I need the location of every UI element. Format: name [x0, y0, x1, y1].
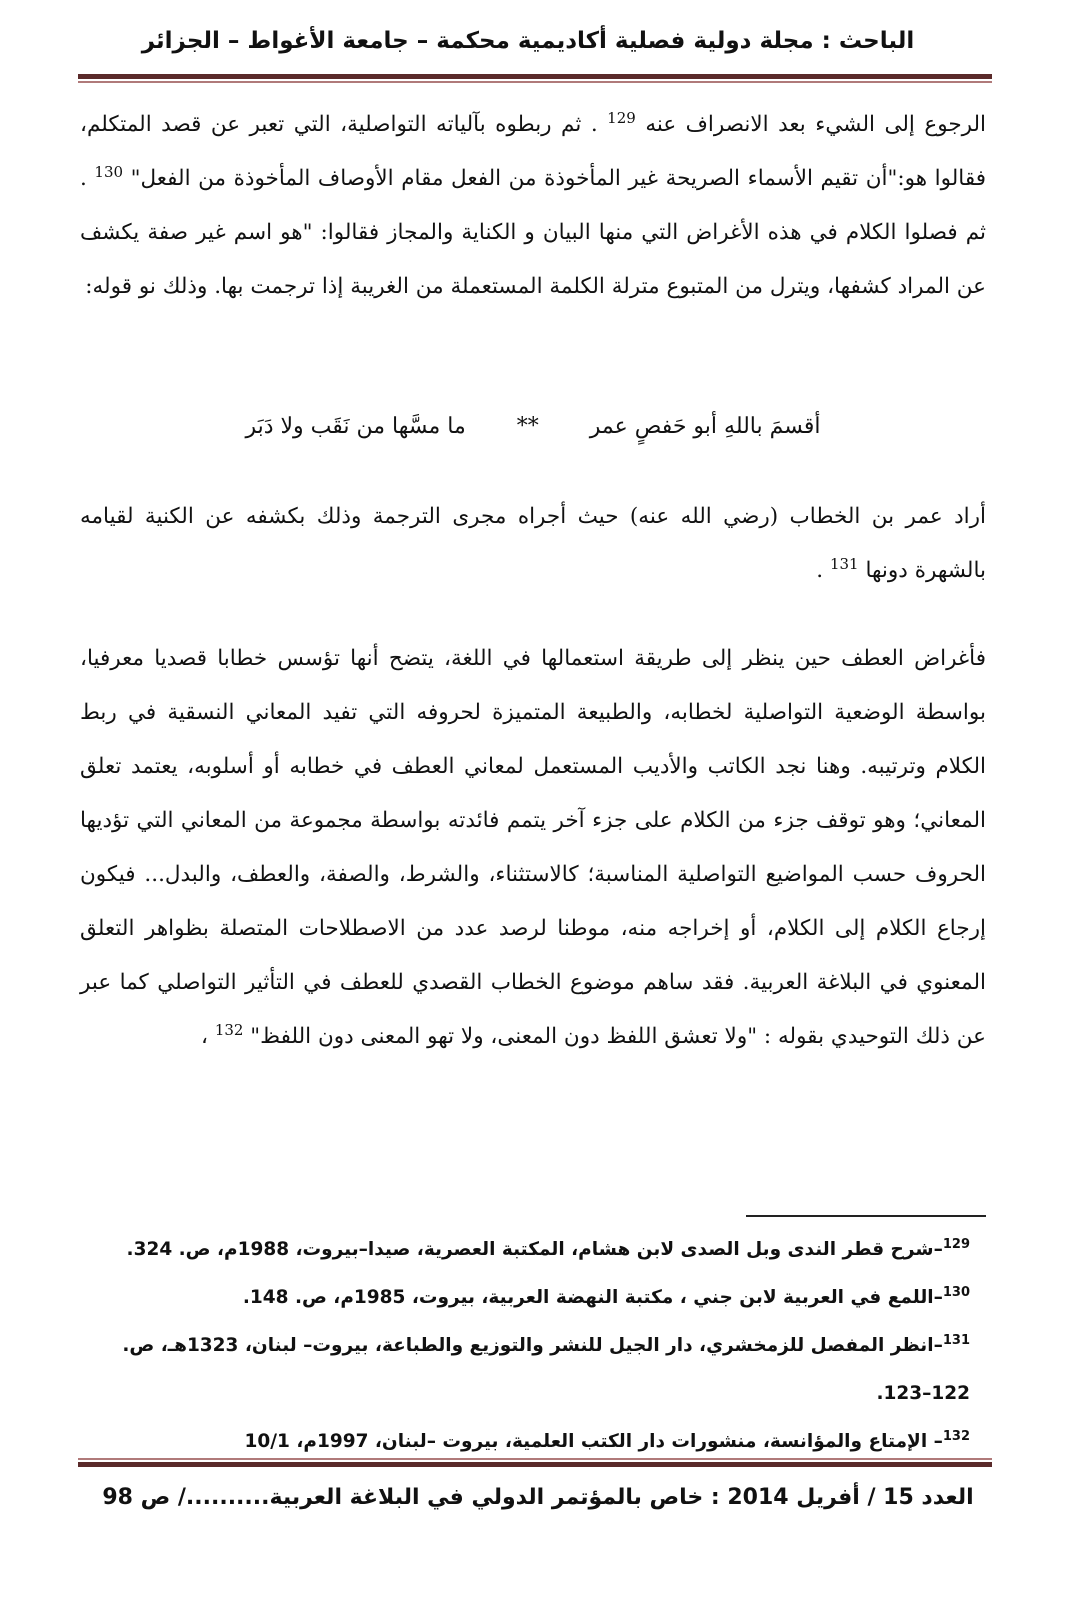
footnote-ref-129[interactable]: 129 — [607, 108, 636, 127]
footnotes-list — [100, 1226, 970, 1466]
paragraph-1-part-b: . ثم ربطوه بآلياته التواصلية، التي تعبر عن قصد المتكلم، فقالوا هو:"أن تقيم الأسماء الصريحة غير المأخوذة من الفعل مقام الأوصاف المأخوذة من الفعل" — [80, 112, 986, 191]
footnote-text: – الإمتاع والمؤانسة، منشورات دار الكتب العلمية، بيروت –لبنان، 1997م، 10/1 — [244, 1431, 943, 1452]
footnote-text: –اللمع في العربية لابن جني ، مكتبة النهضة العربية، بيروت، 1985م، ص. 148. — [242, 1287, 943, 1308]
footer-rule-thin — [78, 1458, 992, 1460]
paragraph-1-part-c: . ثم فصلوا الكلام في هذه الأغراض التي منها البيان و الكناية والمجاز فقالوا: "هو اسم غير صفة يكشف عن المراد كشفها، ويترل من المتبوع مترلة الكلمة المستعملة من الغريبة إذا ترجمت بها. وذلك نو قوله: — [80, 166, 986, 299]
verse-second-hemistich: ما مسَّها من نَقَب ولا دَبَر — [245, 414, 466, 439]
footnote-131 — [100, 1322, 970, 1418]
header-rule-thin — [78, 81, 992, 83]
footnote-separator — [746, 1215, 986, 1217]
footnote-number: 131 — [942, 1332, 970, 1348]
footnote-ref-130[interactable]: 130 — [94, 162, 124, 181]
verse-separator: ** — [516, 414, 539, 439]
journal-header: الباحث : مجلة دولية فصلية أكاديمية محكمة – جامعة الأغواط – الجزائر — [141, 28, 915, 54]
footnote-ref-132[interactable]: 132 — [214, 1020, 244, 1039]
paragraph-3-text: فأغراض العطف حين ينظر إلى طريقة استعمالها في اللغة، يتضح أنها تؤسس خطابا قصديا معرفيا، بواسطة الوضعية التواصلية لخطابه، والطبيعة المتميزة لحروفه التي تفيد المعاني النسقية في ربط الكلام وترتيبه. وهنا نجد الكاتب والأديب المستعمل لمعاني العطف في خطابه أو أسلوبه، يعتمد تعلق المعاني؛ وهو توقف جزء من الكلام على جزء آخر يتمم فائدته بواسطة مجموعة من المعاني التي تؤديها الحروف حسب المواضيع التواصلية المناسبة؛ كالاستثناء، والشرط، والصفة، والعطف، والبدل... فيكون إرجاع الكلام إلى الكلام، أو إخراجه منه، موطنا لرصد عدد من الاصطلاحات المتصلة بظواهر التعلق المعنوي في البلاغة العربية. فقد ساهم موضوع الخطاب القصدي للعطف في التأثير التواصلي كما عبر عن ذلك التوحيدي بقوله : "ولا تعشق اللفظ دون المعنى، ولا تهو المعنى دون اللفظ" — [80, 646, 986, 1049]
paragraph-2 — [80, 490, 986, 598]
paragraph-3-end: ، — [201, 1024, 208, 1049]
footnote-number: 129 — [942, 1236, 970, 1252]
page-footer: العدد 15 / أفريل 2014 : خاص بالمؤتمر الدولي في البلاغة العربية........../ ص 98 — [102, 1485, 974, 1510]
footnote-text: –انظر المفصل للزمخشري، دار الجيل للنشر والتوزيع والطباعة، بيروت– لبنان، 1323هـ، ص. 122–123. — [122, 1335, 970, 1404]
header-rule-thick — [78, 74, 992, 79]
poetry-verse — [80, 414, 986, 439]
footnote-ref-131[interactable]: 131 — [829, 554, 859, 573]
paragraph-2-end: . — [816, 558, 824, 583]
footer-rule-thick — [78, 1462, 992, 1467]
footnote-129 — [100, 1226, 970, 1274]
footnote-130 — [100, 1274, 970, 1322]
footnote-text: –شرح قطر الندى وبل الصدى لابن هشام، المكتبة العصرية، صيدا–بيروت، 1988م، ص. 324. — [126, 1239, 943, 1260]
verse-first-hemistich: أقسمَ باللهِ أبو حَفصٍ عمر — [589, 414, 821, 439]
footnote-number: 130 — [942, 1284, 970, 1300]
footnote-number: 132 — [942, 1428, 970, 1444]
paragraph-1 — [80, 98, 986, 314]
paragraph-1-part-a: الرجوع إلى الشيء بعد الانصراف عنه — [645, 112, 987, 137]
paragraph-3 — [80, 632, 986, 1064]
paragraph-2-text: أراد عمر بن الخطاب (رضي الله عنه) حيث أجراه مجرى الترجمة وذلك بكشفه عن الكنية لقيامه بالشهرة دونها — [80, 504, 986, 583]
